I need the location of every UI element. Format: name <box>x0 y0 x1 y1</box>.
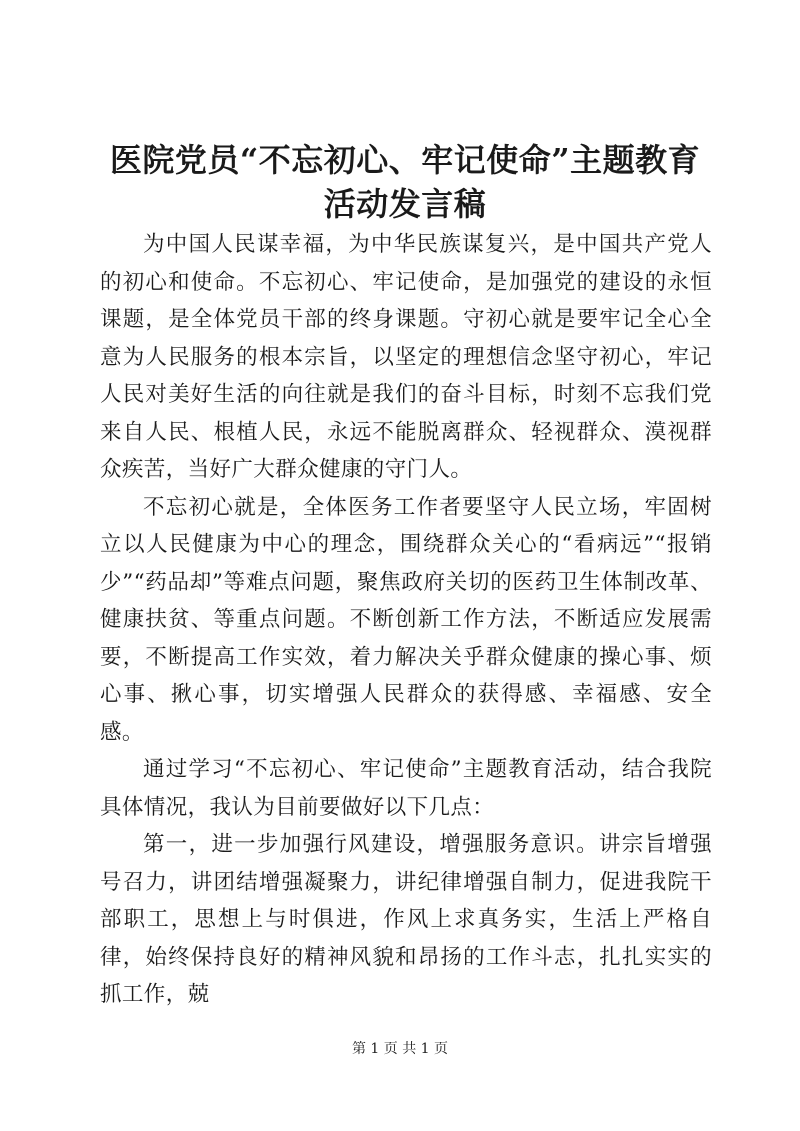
paragraph-3: 通过学习“不忘初心、牢记使命”主题教育活动，结合我院具体情况，我认为目前要做好以下几点： <box>100 757 712 820</box>
paragraph-2: 不忘初心就是，全体医务工作者要坚守人民立场，牢固树立以人民健康为中心的理念，围绕群众关心的“看病远”“报销少”“药品却”等难点问题，聚焦政府关切的医药卫生体制改革、健康扶贫、等重点问题。不断创新工作方法，不断适应发展需要，不断提高工作实效，着力解决关乎群众健康的操心事、烦心事、揪心事，切实增强人民群众的获得感、幸福感、安全感。 <box>100 494 712 745</box>
document-body <box>100 226 712 1014</box>
paragraph-1: 为中国人民谋幸福，为中华民族谋复兴，是中国共产党人的初心和使命。不忘初心、牢记使命，是加强党的建设的永恒课题，是全体党员干部的终身课题。守初心就是要牢记全心全意为人民服务的根本宗旨，以坚定的理想信念坚守初心，牢记人民对美好生活的向往就是我们的奋斗目标，时刻不忘我们党来自人民、根植人民，永远不能脱离群众、轻视群众、漠视群众疾苦，当好广大群众健康的守门人。 <box>100 232 712 482</box>
page-footer: 第 1 页 共 1 页 <box>351 1041 449 1057</box>
document-title: 医院党员“不忘初心、牢记使命”主题教育活动发言稿 <box>109 141 701 223</box>
paragraph-4: 第一，进一步加强行风建设，增强服务意识。讲宗旨增强号召力，讲团结增强凝聚力，讲纪律增强自制力，促进我院干部职工，思想上与时俱进，作风上求真务实，生活上严格自律，始终保持良好的精神风貌和昂扬的工作斗志，扎扎实实的抓工作，兢 <box>100 832 712 1007</box>
